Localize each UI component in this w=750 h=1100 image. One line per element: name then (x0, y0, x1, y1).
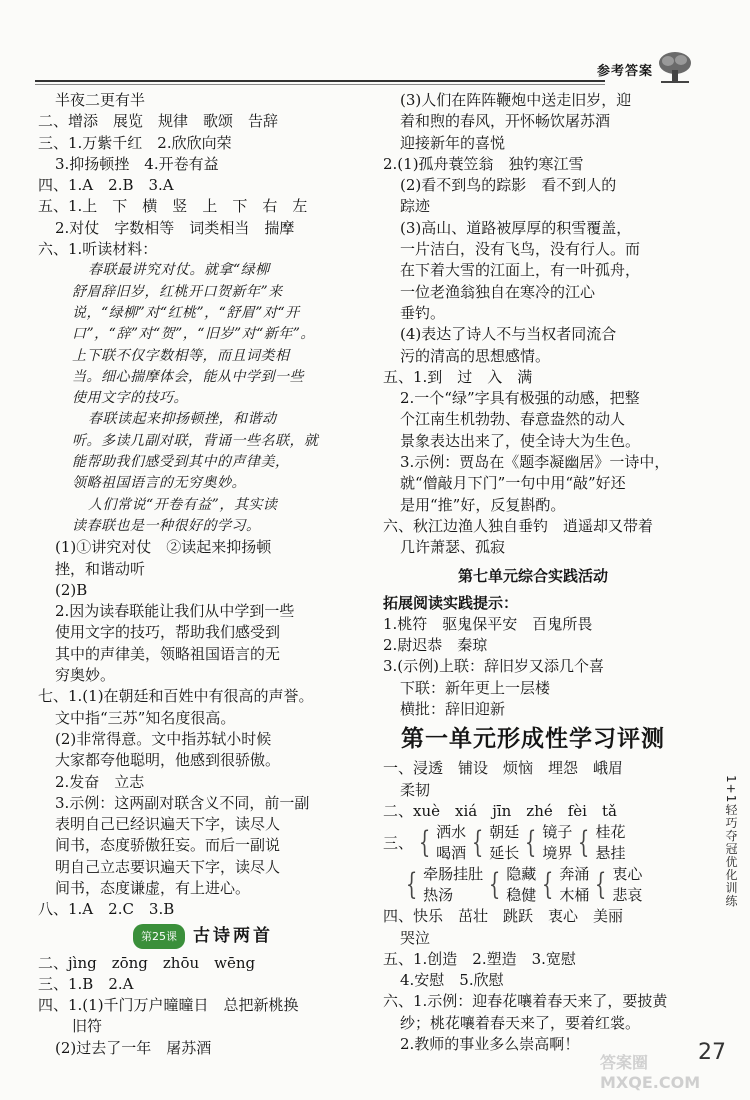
answer-line: 明自己立志要识遍天下字，读尽人 (55, 857, 281, 876)
answer-line: 六、1.听读材料： (38, 240, 158, 259)
page-number: 27 (698, 1040, 726, 1065)
word-group-row (383, 822, 683, 864)
header-rule (35, 80, 605, 82)
brace-icon: { (488, 867, 501, 903)
page-header (35, 48, 715, 92)
answer-line: 使用文字的技巧，帮助我们感受到 (55, 623, 281, 642)
word: 悲哀 (612, 886, 643, 905)
answer-line: (1)①讲究对仗 ②读起来抑扬顿 (55, 538, 272, 557)
answer-line: 春联最讲究对仗。就拿“绿柳 (88, 262, 270, 279)
header-rule-thin (35, 84, 605, 85)
answer-lines-left (38, 90, 368, 921)
unit7-subtitle: 拓展阅读实践提示： (383, 593, 519, 612)
answer-line: 间书，态度骄傲狂妄。而后一副说 (55, 836, 281, 855)
brace-icon: { (418, 825, 431, 861)
lesson-title: 古诗两首 (193, 925, 273, 946)
word: 境界 (542, 844, 573, 863)
answer-line: (4)表达了诗人不与当权者同流合 (400, 325, 617, 344)
unit1-title: 第一单元形成性学习评测 (401, 726, 665, 753)
answer-line: 2.对仗 字数相等 词类相当 揣摩 (55, 218, 295, 237)
answer-line: 读春联也是一种很好的学习。 (72, 517, 261, 534)
answer-line: 人们常说“开卷有益”，其实读 (88, 496, 278, 513)
answer-line: 口”，“辞”对“贺”，“旧岁”对“新年”。 (72, 326, 315, 343)
word: 朝廷 (489, 823, 520, 842)
brace-icon: { (471, 825, 484, 861)
answer-line: (2)非常得意。文中指苏轼小时候 (55, 729, 272, 748)
answer-line: 3.抑扬顿挫 4.开卷有益 (55, 154, 219, 173)
answer-line: 文中指“三苏”知名度很高。 (55, 708, 236, 727)
answer-line: 哭泣 (400, 928, 431, 947)
word: 牵肠挂肚 (423, 865, 484, 884)
answer-line: 迎接新年的喜悦 (400, 133, 506, 152)
answer-line: 其中的声律美，领略祖国语言的无 (55, 644, 281, 663)
answer-line: 舒眉辞旧岁，红桃开口贺新年”来 (72, 283, 283, 300)
answer-line: 污的清高的思想感情。 (400, 346, 551, 365)
word: 桂花 (595, 823, 626, 842)
answer-line: 二、xuè xiá jīn zhé fèi tǎ (383, 801, 617, 820)
word-pair (436, 822, 466, 864)
answer-lines-right (383, 90, 683, 559)
answer-line: 六、秋江边渔人独自垂钓 逍遥却又带着 (383, 516, 654, 535)
answer-line: 听。多读几副对联，背诵一些名联，就 (72, 432, 319, 449)
answer-line: 三、1.B 2.A (38, 974, 134, 993)
answer-line: 几许萧瑟、孤寂 (400, 538, 506, 557)
word: 悬挂 (595, 844, 626, 863)
answer-line: 在下着大雪的江面上，有一叶孤舟， (400, 261, 641, 280)
answer-lines-left-2 (38, 953, 368, 1059)
answer-line: 上下联不仅字数相等，而且词类相 (72, 347, 290, 364)
word: 木桶 (559, 886, 590, 905)
word-pair (595, 822, 625, 864)
header-tag: 参考答案 (596, 64, 653, 79)
answer-line: 七、1.(1)在朝廷和百姓中有很高的声誉。 (38, 687, 314, 706)
unit7-title: 第七单元综合实践活动 (457, 566, 608, 585)
right-column (383, 90, 683, 1055)
answer-lines-right-2 (383, 614, 683, 720)
answer-line: 3.(示例)上联：辞旧岁又添几个喜 (383, 657, 605, 676)
brace-icon: { (405, 867, 418, 903)
word: 镜子 (542, 823, 573, 842)
answer-line: 挫，和谐动听 (55, 559, 146, 578)
answer-line: 3.示例：贾岛在《题李凝幽居》一诗中， (400, 453, 670, 472)
brace-icon: { (542, 867, 554, 903)
answer-line: 柔韧 (400, 780, 431, 799)
answer-line: 五、1.创造 2.塑造 3.宽慰 (383, 949, 576, 968)
answer-line: 三、1.万紫千红 2.欣欣向荣 (38, 133, 232, 152)
word-pair (559, 864, 589, 906)
question-label: 三、 (383, 833, 414, 852)
answer-line: 半夜二更有半 (55, 91, 146, 109)
answer-line: 二、增添 展览 规律 歌颂 告辞 (38, 112, 279, 131)
answer-line: 下联：新年更上一层楼 (400, 678, 551, 697)
answer-line: 着和煦的春风，开怀畅饮屠苏酒 (400, 112, 611, 131)
answer-line: 2.发奋 立志 (55, 772, 145, 791)
word-pair (489, 822, 519, 864)
answer-line: 2.尉迟恭 秦琼 (383, 636, 488, 655)
answer-line: 领略祖国语言的无穷奥妙。 (72, 475, 246, 492)
lesson-heading (38, 921, 368, 953)
answer-line: (2)看不到鸟的踪影 看不到人的 (400, 176, 617, 195)
answer-line: 2.一个“绿”字具有极强的动感，把整 (400, 389, 640, 408)
word: 热汤 (423, 886, 454, 905)
answer-line: 春联读起来抑扬顿挫，和谐动 (88, 411, 277, 428)
answer-line: 四、快乐 茁壮 跳跃 衷心 美丽 (383, 907, 624, 926)
answer-line: 当。细心揣摩体会，能从中学到一些 (72, 368, 304, 385)
answer-line: 4.安慰 5.欣慰 (400, 971, 504, 990)
watermark: 答案圈 MXQE.COM (600, 1053, 701, 1092)
lesson-badge: 第25课 (133, 924, 185, 949)
word-pair (542, 822, 572, 864)
answer-line: 踪迹 (400, 197, 431, 216)
answer-line: 横批：辞旧迎新 (400, 700, 506, 719)
brace-icon: { (595, 867, 607, 903)
answer-line: 1.桃符 驱鬼保平安 百鬼所畏 (383, 614, 593, 633)
brace-icon: { (578, 825, 590, 861)
answer-line: 大家都夸他聪明，他感到很骄傲。 (55, 751, 281, 770)
answer-line: 垂钓。 (400, 303, 446, 322)
answer-line: 四、1.A 2.B 3.A (38, 176, 174, 195)
answer-line: (3)高山、道路被厚厚的积雪覆盖， (400, 218, 632, 237)
book-series-label: 1+1轻巧夺冠优化训练 (724, 775, 738, 908)
answer-line: 纱；桃花嚷着春天来了，要着红裳。 (400, 1013, 641, 1032)
answer-lines-right-4 (383, 906, 683, 1055)
answer-line: 五、1.到 过 入 满 (383, 367, 533, 386)
answer-line: 说，“绿柳”对“红桃”，“舒眉”对“开 (72, 304, 300, 321)
answer-line: 2.教师的事业多么崇高啊！ (400, 1034, 580, 1053)
answer-line: 2.因为读春联能让我们从中学到一些 (55, 602, 295, 621)
word: 隐藏 (506, 865, 537, 884)
answer-line: 间书，态度谦虚，有上进心。 (55, 878, 251, 897)
answer-line: 八、1.A 2.C 3.B (38, 900, 175, 919)
answer-line: 六、1.示例：迎春花嚷着春天来了，要披黄 (383, 992, 668, 1011)
word-pair (612, 864, 642, 906)
word-group-row (383, 864, 683, 906)
word-groups (383, 822, 683, 906)
left-column (38, 90, 368, 1059)
word: 洒水 (436, 823, 467, 842)
answer-line: 就“僧敲月下门”一句中用“敲”好还 (400, 474, 626, 493)
answer-line: 能帮助我们感受到其中的声律美， (72, 454, 290, 471)
word-pair (423, 864, 483, 906)
answer-line: 穷奥妙。 (55, 666, 116, 685)
answer-line: 一、浸透 铺设 烦恼 埋怨 峨眉 (383, 759, 624, 778)
answer-line: 景象表达出来了，使全诗大为生色。 (400, 431, 641, 450)
answer-lines-right-3 (383, 758, 683, 822)
answer-line: 3.示例：这两副对联含义不同，前一副 (55, 793, 310, 812)
answer-line: 一片洁白，没有飞鸟，没有行人。而 (400, 240, 641, 259)
answer-line: (3)人们在阵阵鞭炮中送走旧岁，迎 (400, 91, 632, 109)
answer-line: 2.(1)孤舟蓑笠翁 独钓寒江雪 (383, 154, 584, 173)
answer-line: 是用“推”好，反复斟酌。 (400, 495, 566, 514)
answer-line: 四、1.(1)千门万户曈曈日 总把新桃换 (38, 996, 299, 1015)
word: 稳健 (506, 886, 537, 905)
answer-line: 个江南生机勃勃、春意盎然的动人 (400, 410, 626, 429)
word-pair (506, 864, 536, 906)
word: 奔涌 (559, 865, 590, 884)
answer-line: (2)过去了一年 屠苏酒 (55, 1038, 212, 1057)
word: 衷心 (612, 865, 643, 884)
brace-icon: { (525, 825, 537, 861)
word: 延长 (489, 844, 520, 863)
word: 喝酒 (436, 844, 467, 863)
tree-logo-icon (655, 50, 695, 84)
answer-line: 表明自己已经识遍天下字，读尽人 (55, 815, 281, 834)
answer-line: 一位老渔翁独自在寒冷的江心 (400, 282, 596, 301)
answer-line: (2)B (55, 580, 88, 599)
answer-line: 二、jìng zōng zhōu wēng (38, 953, 256, 972)
answer-line: 使用文字的技巧。 (72, 390, 188, 407)
answer-line: 五、1.上 下 横 竖 上 下 右 左 (38, 197, 308, 216)
answer-line: 旧符 (72, 1017, 103, 1036)
